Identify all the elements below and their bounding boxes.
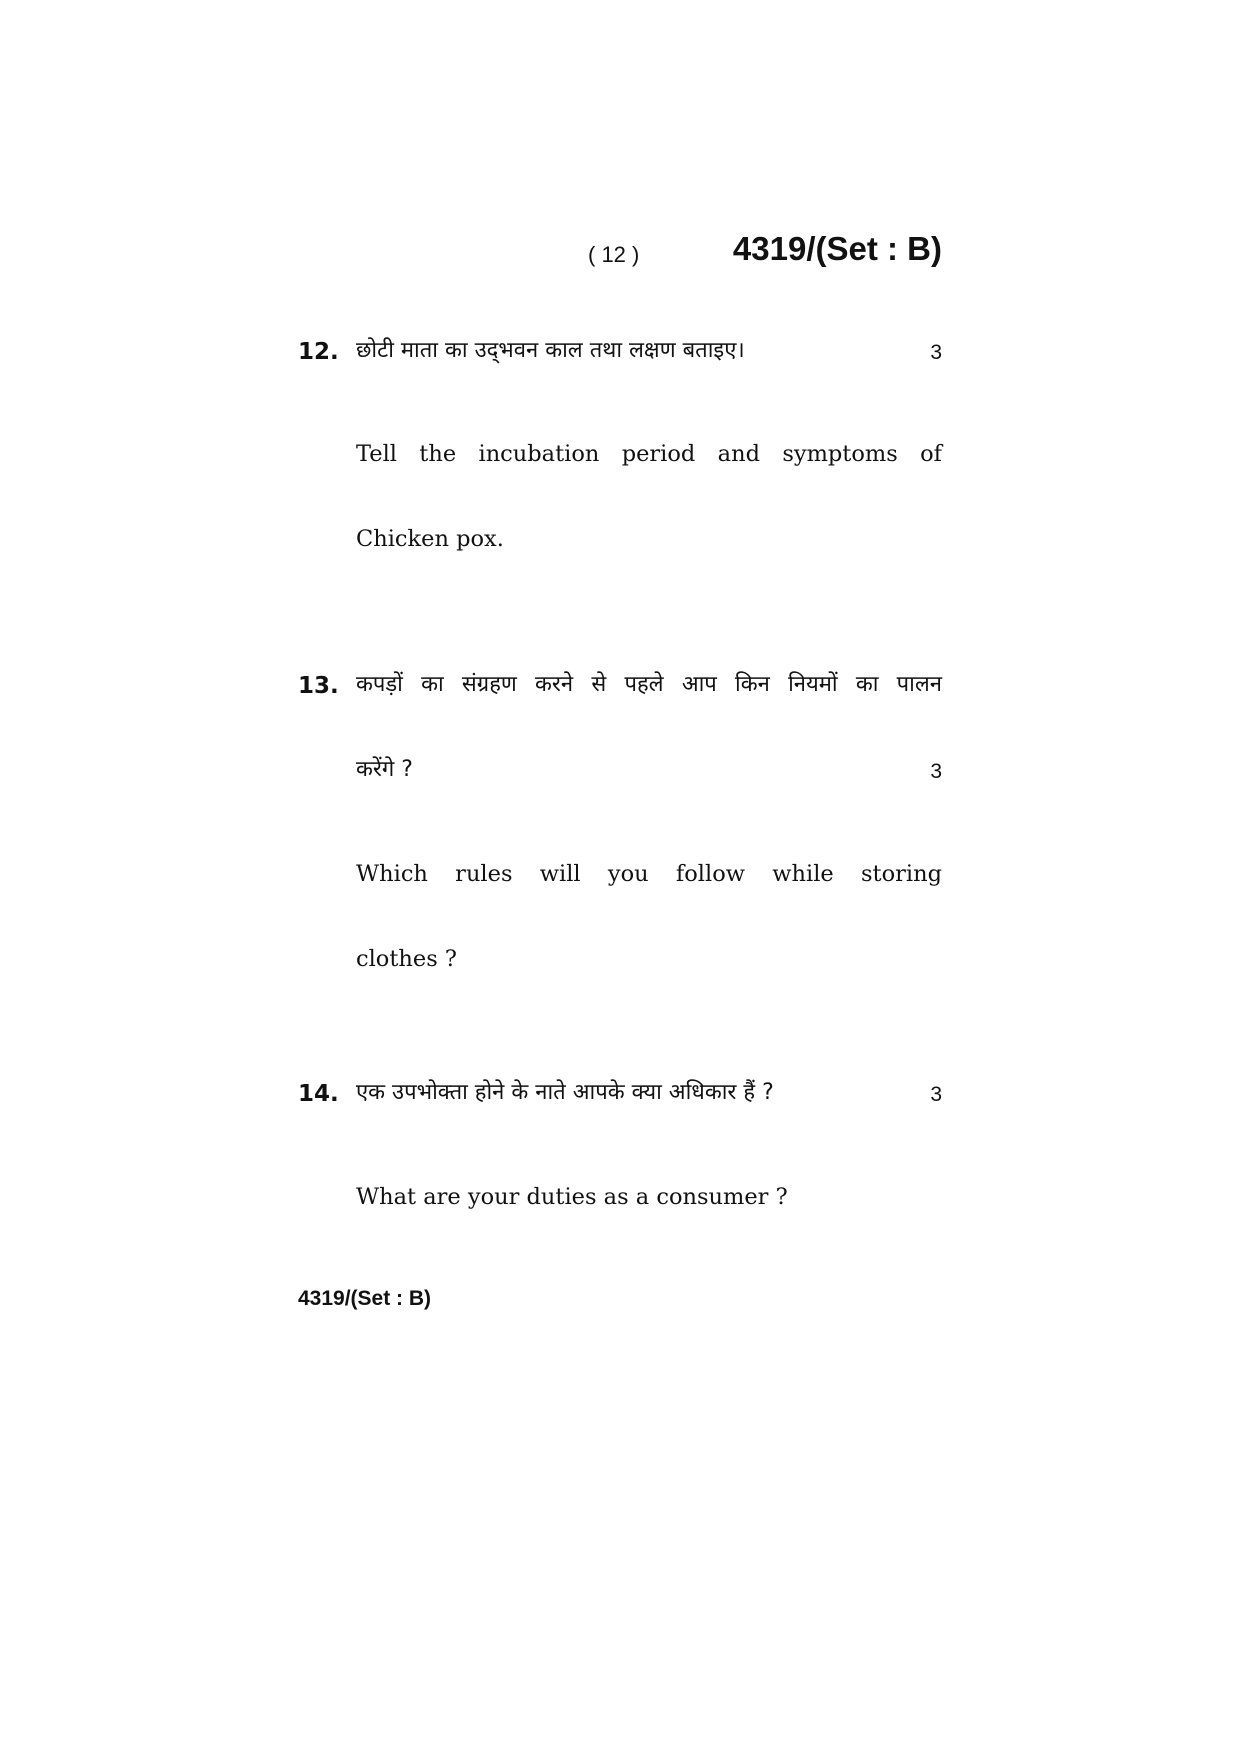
- question-12-english-line-2: Chicken pox.: [356, 526, 504, 552]
- question-12-number: 12.: [298, 339, 339, 365]
- paper-code-footer: 4319/(Set : B): [298, 1287, 432, 1310]
- question-14-marks: 3: [930, 1083, 942, 1106]
- question-13-number: 13.: [298, 673, 339, 699]
- paper-code-header: 4319/(Set : B): [732, 230, 942, 267]
- question-14-hindi: एक उपभोक्ता होने के नाते आपके क्या अधिकार हैं ?: [356, 1080, 774, 1105]
- question-13-marks: 3: [930, 760, 942, 783]
- question-13-hindi-line-1: कपड़ों का संग्रहण करने से पहले आप किन नियमों का पालन: [356, 672, 942, 697]
- question-14-number: 14.: [298, 1081, 339, 1107]
- question-13-hindi-line-2: करेंगे ?: [356, 757, 413, 782]
- question-12-marks: 3: [930, 341, 942, 364]
- question-12-english-line-1: Tell the incubation period and symptoms of: [356, 441, 942, 467]
- question-13-english-line-2: clothes ?: [356, 946, 457, 972]
- question-13-english-line-1: Which rules will you follow while storing: [356, 861, 942, 887]
- page-number: ( 12 ): [588, 242, 640, 267]
- question-14-english: What are your duties as a consumer ?: [356, 1184, 788, 1210]
- question-12-hindi: छोटी माता का उद्‌भवन काल तथा लक्षण बताइए।: [356, 338, 745, 363]
